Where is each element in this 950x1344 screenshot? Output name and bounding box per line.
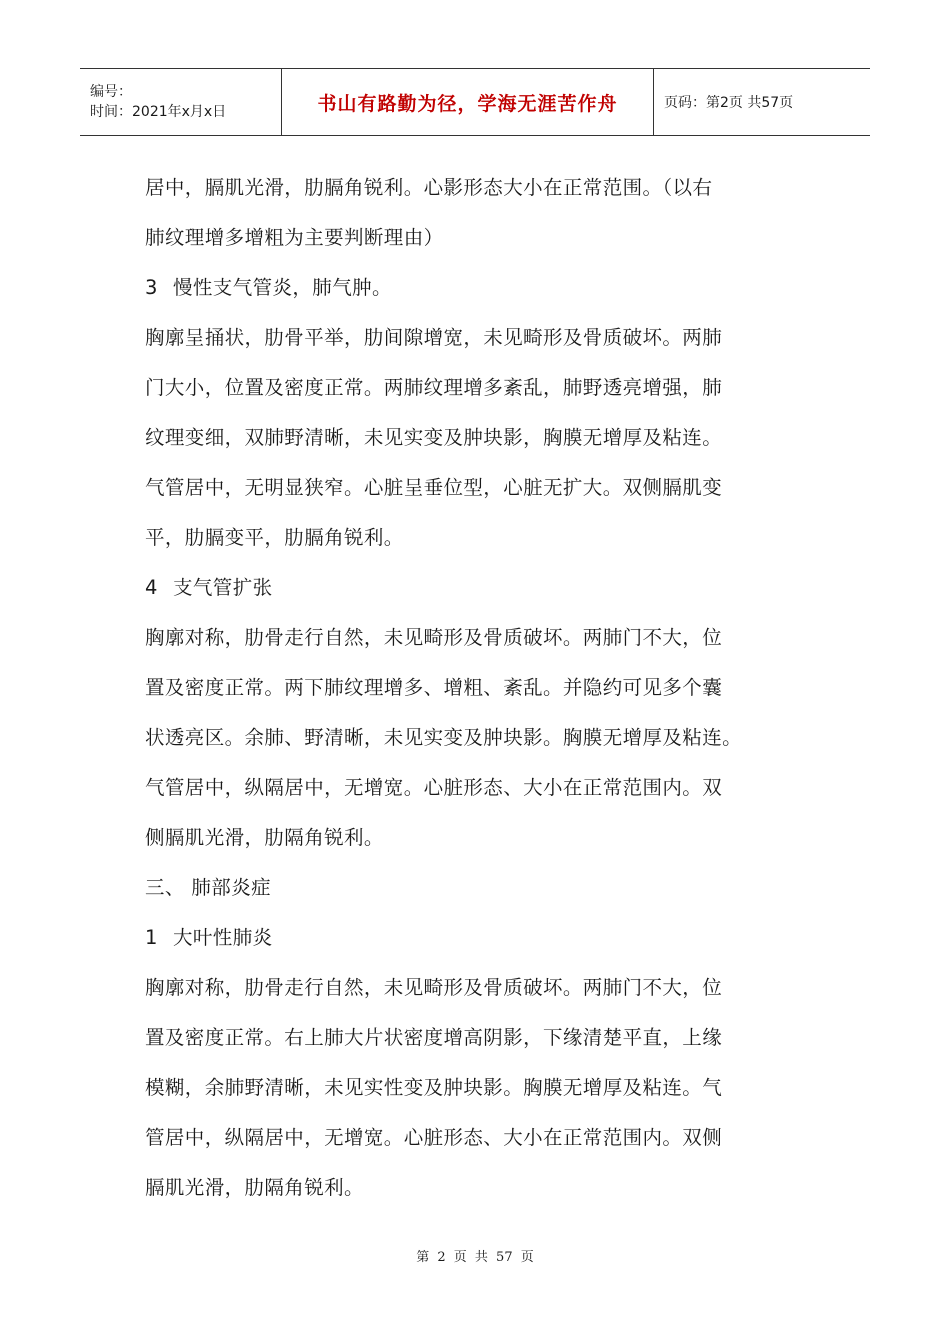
body-text-line (145, 463, 815, 513)
line-text: 气管居中，纵隔居中，无增宽。心脏形态、大小在正常范围内。双 (145, 776, 723, 799)
body-text-line (145, 663, 815, 713)
body-text-line (145, 363, 815, 413)
line-text: 平，肋膈变平，肋膈角锐利。 (145, 526, 404, 549)
line-text: 肺纹理增多增粗为主要判断理由） (145, 226, 444, 249)
body-text-line (145, 163, 815, 213)
line-text: 门大小，位置及密度正常。两肺纹理增多紊乱，肺野透亮增强，肺 (145, 376, 723, 399)
line-text: 置及密度正常。右上肺大片状密度增高阴影，下缘清楚平直，上缘 (145, 1026, 723, 1049)
line-text: 侧膈肌光滑，肋隔角锐利。 (145, 826, 384, 849)
line-text: 慢性支气管炎，肺气肿。 (173, 276, 392, 299)
line-text: 状透亮区。余肺、野清晰，未见实变及肿块影。胸膜无增厚及粘连。 (145, 726, 743, 749)
body-text-line (145, 413, 815, 463)
section-heading (145, 263, 815, 313)
section-heading (145, 913, 815, 963)
heading-number: 1 (145, 926, 158, 949)
heading-number: 4 (145, 576, 158, 599)
line-text: 胸廓对称，肋骨走行自然，未见畸形及骨质破坏。两肺门不大，位 (145, 976, 723, 999)
time-label: 时间：2021年x月x日 (90, 104, 227, 120)
line-text: 模糊，余肺野清晰，未见实性变及肿块影。胸膜无增厚及粘连。气 (145, 1076, 723, 1099)
line-text: 纹理变细，双肺野清晰，未见实变及肿块影，胸膜无增厚及粘连。 (145, 426, 723, 449)
line-text: 大叶性肺炎 (173, 926, 273, 949)
section-heading (145, 563, 815, 613)
line-text: 支气管扩张 (173, 576, 273, 599)
body-text-line (145, 1113, 815, 1163)
page-footer: 第 2 页 共 57 页 (416, 1250, 534, 1265)
header-page-info-cell (654, 69, 870, 135)
body-text-line (145, 1013, 815, 1063)
line-text: 胸廓对称，肋骨走行自然，未见畸形及骨质破坏。两肺门不大，位 (145, 626, 723, 649)
document-body (145, 163, 815, 1213)
line-text: 膈肌光滑，肋隔角锐利。 (145, 1176, 364, 1199)
body-text-line (145, 1163, 815, 1213)
line-text: 居中，膈肌光滑，肋膈角锐利。心影形态大小在正常范围。（以右 (145, 176, 713, 199)
line-text: 置及密度正常。两下肺纹理增多、增粗、紊乱。并隐约可见多个囊 (145, 676, 723, 699)
body-text-line (145, 1063, 815, 1113)
header-motto-cell (281, 69, 654, 135)
body-text-line (145, 613, 815, 663)
body-text-line (145, 963, 815, 1013)
document-header (80, 68, 870, 136)
line-text: 三、 肺部炎症 (145, 876, 271, 899)
body-text-line (145, 213, 815, 263)
doc-number-label: 编号： (90, 84, 132, 100)
line-text: 气管居中，无明显狭窄。心脏呈垂位型，心脏无扩大。双侧膈肌变 (145, 476, 723, 499)
heading-number: 3 (145, 276, 158, 299)
body-text-line (145, 313, 815, 363)
header-page-info: 页码：第2页 共57页 (664, 95, 794, 111)
body-text-line (145, 863, 815, 913)
body-text-line (145, 513, 815, 563)
header-meta (80, 69, 281, 135)
header-motto: 书山有路勤为径，学海无涯苦作舟 (317, 92, 618, 115)
body-text-line (145, 813, 815, 863)
body-text-line (145, 763, 815, 813)
line-text: 管居中，纵隔居中，无增宽。心脏形态、大小在正常范围内。双侧 (145, 1126, 723, 1149)
body-text-line (145, 713, 815, 763)
line-text: 胸廓呈捅状，肋骨平举，肋间隙增宽，未见畸形及骨质破坏。两肺 (145, 326, 723, 349)
